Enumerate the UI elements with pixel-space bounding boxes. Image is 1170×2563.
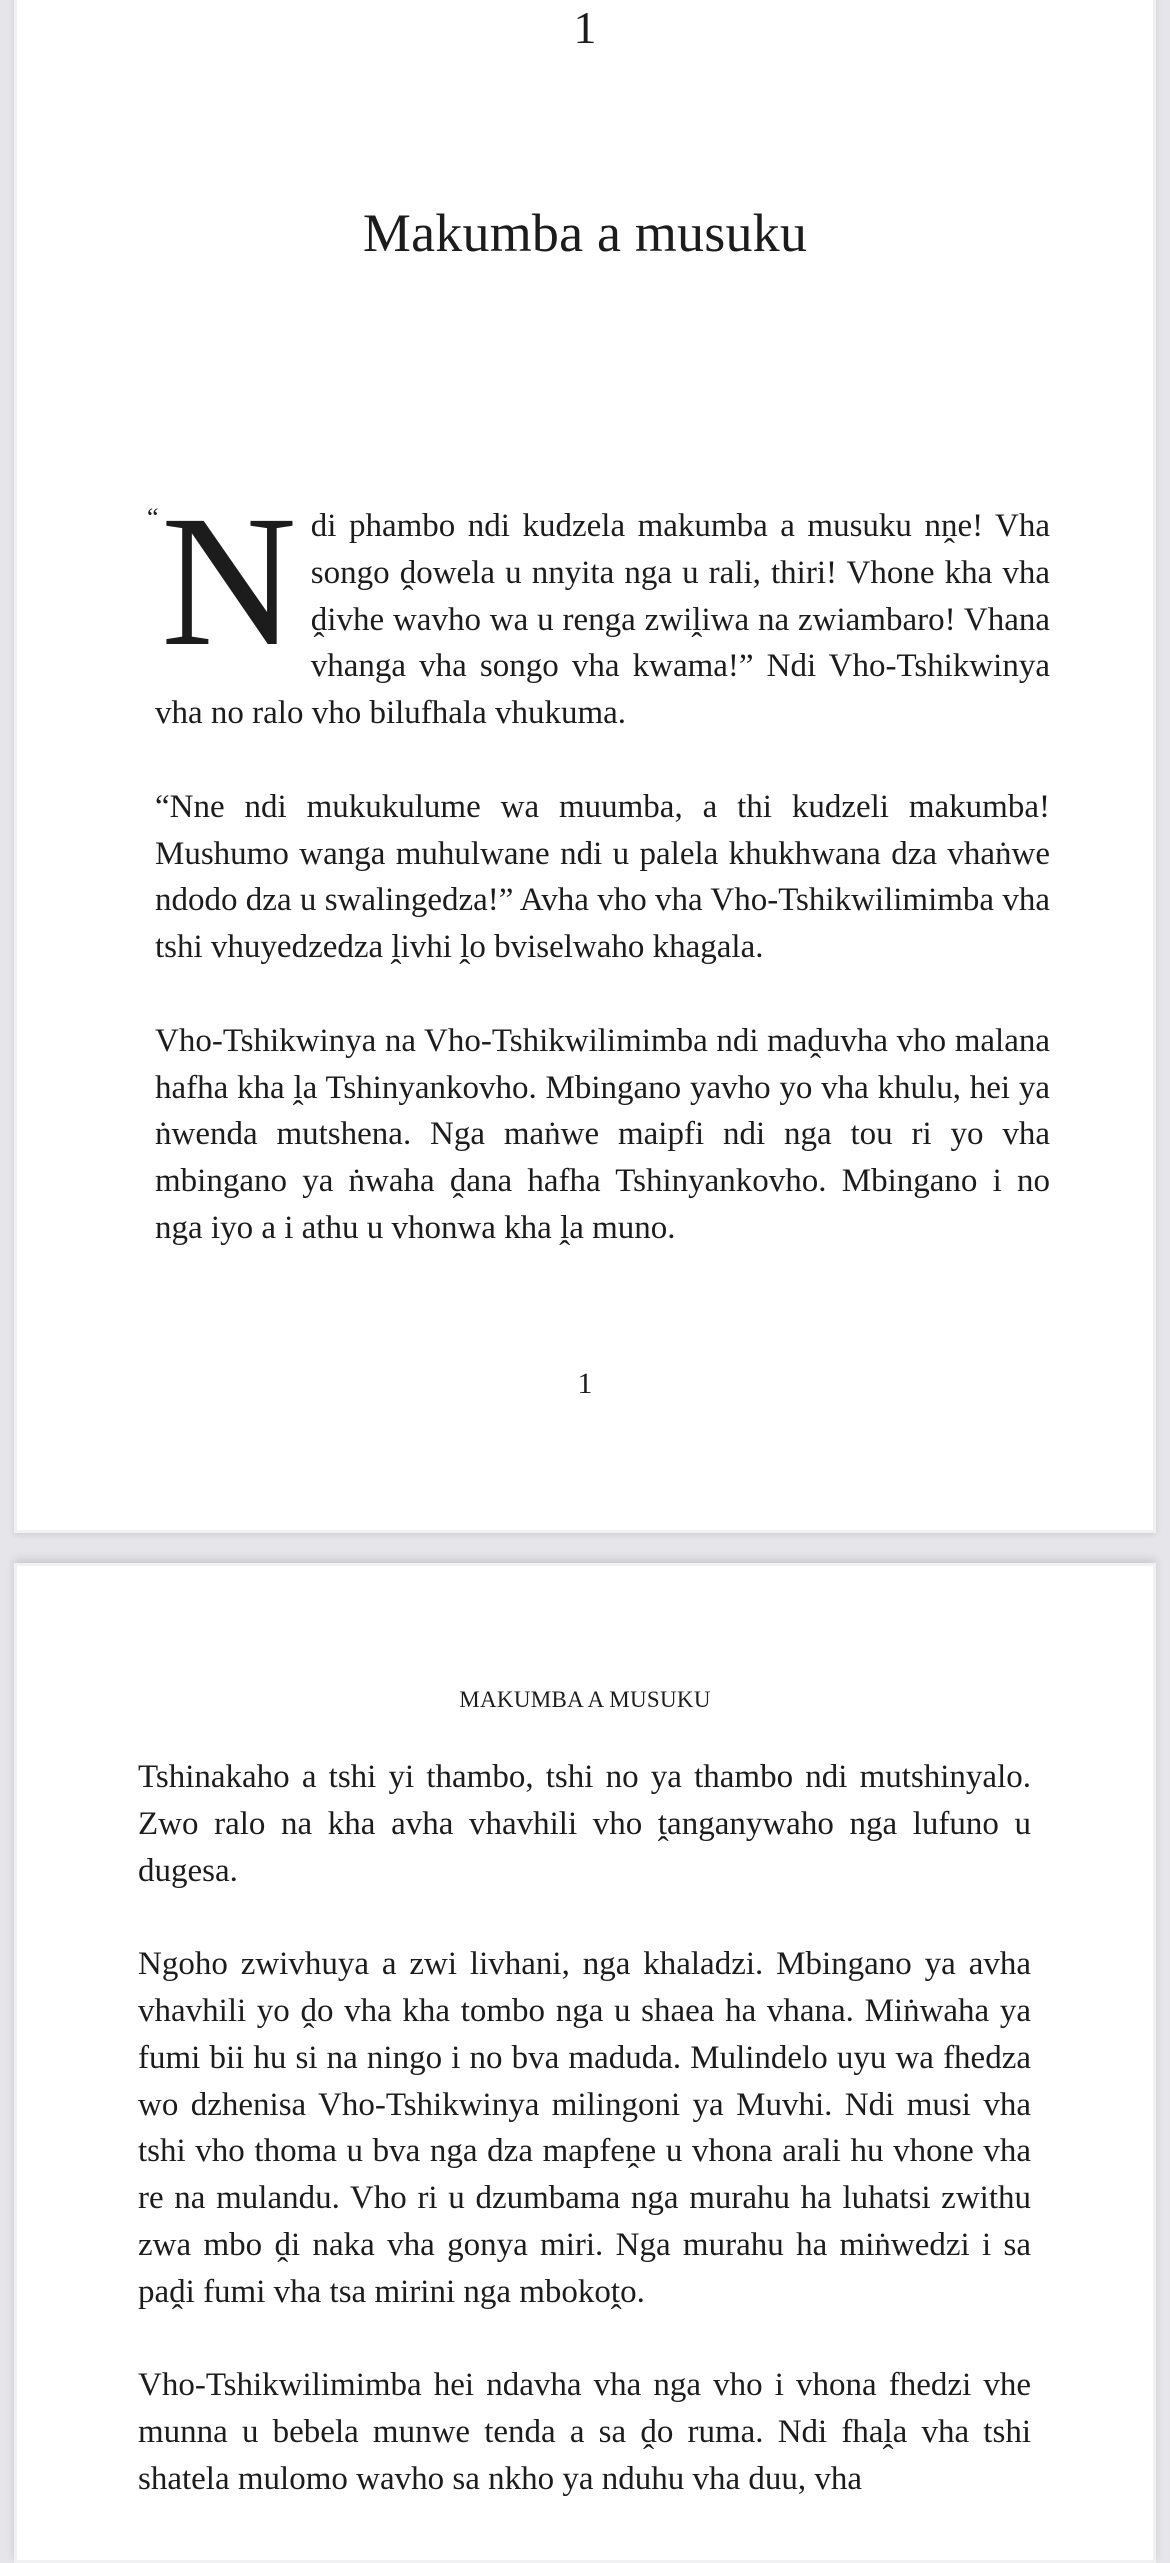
paragraph: Tshinakaho a tshi yi thambo, tshi no ya thambo ndi mutshinyalo. Zwo ralo na kha avha vhavhili vho ṱanganywaho nga lufuno u dugesa. (138, 1759, 1031, 1889)
page-2 (14, 1563, 1156, 2563)
paragraph: Vho-Tshikwinya na Vho-Tshikwilimimba ndi maḓuvha vho malana hafha kha ḽa Tshinyankovho. Mbingano yavho yo vha khulu, hei ya ṅwenda mutshena. Nga maṅwe maipfi ndi nga tou ri yo vha mbingano ya ṅwaha ḓana hafha Tshinyankovho. Mbingano i no nga iyo a i athu u vhonwa kha ḽa muno. (155, 1022, 1050, 1246)
page-1 (14, 0, 1156, 1533)
page-number: 1 (577, 1367, 593, 1400)
paragraph: “Nne ndi mukukulume wa muumba, a thi kudzeli makumba! Mushumo wanga muhulwane ndi u palela khukhwana dza vhaṅwe ndodo dza u swalingedza!” Avha vho vha Vho-Tshikwilimimba vha tshi vhuyedzedza ḽivhi ḽo bviselwaho khagala. (155, 788, 1050, 966)
running-head: MAKUMBA A MUSUKU (459, 1687, 711, 1712)
opening-quote-mark: “ (147, 503, 159, 532)
paragraph: Vho-Tshikwilimimba hei ndavha vha nga vho i vhona fhedzi vhe munna u bebela munwe tenda a sa ḓo ruma. Ndi fhaḽa vha tshi shatela mulomo wavho sa nkho ya nduhu vha duu, vha (138, 2367, 1031, 2497)
chapter-number: 1 (573, 2, 597, 53)
drop-cap-letter: N (161, 476, 297, 685)
page-2-body (138, 1754, 1031, 2550)
paragraph: Ngoho zwivhuya a zwi livhani, nga khaladzi. Mbingano ya avha vhavhili yo ḓo vha kha tombo nga u shaea ha vhana. Miṅwaha ya fumi bii hu si na ningo i no bva maduda. Mulindelo uyu wa fhedza wo dzhenisa Vho-Tshikwinya milingoni ya Muvhi. Ndi musi vha tshi vho thoma u bva nga dza mapfeṋe u vhona arali hu vhone vha re na mulandu. Vho ri u dzumbama nga murahu ha luhatsi zwithu zwa mbo ḓi naka vha gonya miri. Nga murahu ha miṅwedzi i sa paḓi fumi vha tsa mirini nga mbokoṱo. (138, 1946, 1031, 2310)
page-1-body (147, 476, 1050, 1299)
paragraph-opening (147, 476, 1050, 737)
paragraph-text: di phambo ndi kudzela makumba a musuku nṋe! Vha songo ḓowela u nnyita nga u rali, thiri! Vhone kha vha ḓivhe wavho wa u renga zwiḽiwa na zwiambaro! Vhana vhanga vha songo vha kwama!” Ndi Vho-Tshikwinya vha no ralo vho bilufhala vhukuma. (155, 508, 1050, 732)
chapter-title: Makumba a musuku (362, 203, 808, 263)
